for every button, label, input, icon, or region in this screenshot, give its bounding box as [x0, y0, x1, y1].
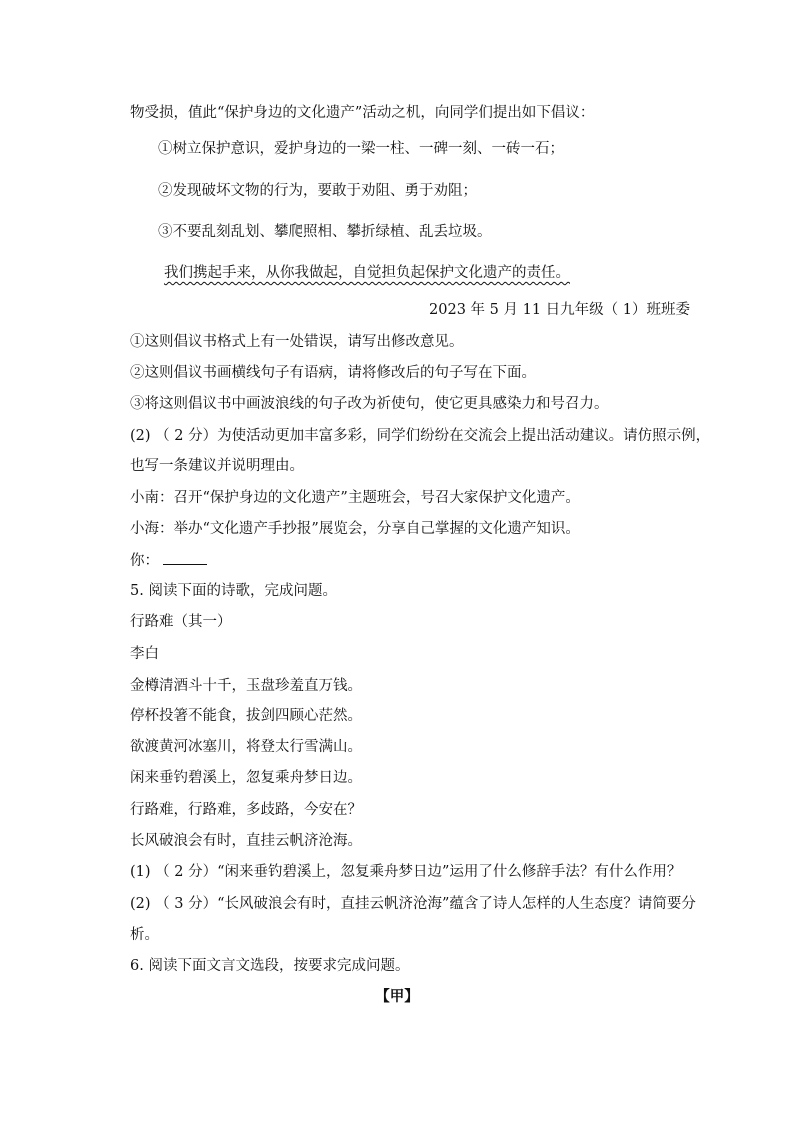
proposal-item-1: ①树立保护意识，爱护身边的一梁一柱、一碑一刻、一砖一石；	[158, 141, 564, 157]
proposal-signature: 2023 年 5 月 11 日九年级（ 1）班班委	[429, 302, 690, 318]
example-xiaonan: 小南：召开“保护身边的文化遗产”主题班会，号召大家保护文化遗产。	[130, 490, 580, 506]
answer-you-line	[130, 550, 207, 571]
section-jia-heading: 【甲】	[375, 988, 419, 1005]
poem-line-3: 欲渡黄河冰塞川，将登太行雪满山。	[130, 739, 362, 755]
question-4-part2-line1: (2) （ 2 分）为使活动更加丰富多彩，同学们纷纷在交流会上提出活动建议。请仿照示例，	[130, 428, 711, 444]
poem-line-4: 闲来垂钓碧溪上，忽复乘舟梦日边。	[130, 770, 362, 786]
example-xiaohai: 小海：举办“文化遗产手抄报”展览会，分享自己掌握的文化遗产知识。	[130, 521, 580, 537]
question-4-1: ①这则倡议书格式上有一处错误，请写出修改意见。	[130, 334, 464, 350]
question-6: 6. 阅读下面文言文选段，按要求完成问题。	[130, 958, 410, 974]
poem-question-2-line2: 析。	[130, 927, 159, 943]
poem-question-2-line1: (2) （ 3 分）“长风破浪会有时，直挂云帆济沧海”蕴含了诗人怎样的人生态度？请简要分	[130, 896, 696, 912]
question-4-3: ③将这则倡议书中画波浪线的句子改为祈使句，使它更具感染力和号召力。	[130, 396, 609, 412]
poem-line-2: 停杯投箸不能食，拔剑四顾心茫然。	[130, 708, 362, 724]
answer-you-label: 你：	[130, 553, 159, 569]
proposal-item-3: ③不要乱刻乱划、攀爬照相、攀折绿植、乱丢垃圾。	[158, 224, 492, 240]
answer-blank[interactable]	[163, 550, 207, 565]
poem-question-1: (1) （ 2 分）“闲来垂钓碧溪上，忽复乘舟梦日边”运用了什么修辞手法？有什么作用？	[130, 864, 682, 880]
poem-title: 行路难（其一）	[130, 614, 232, 630]
poem-line-1: 金樽清酒斗十千，玉盘珍羞直万钱。	[130, 678, 362, 694]
question-4-2: ②这则倡议书画横线句子有语病，请将修改后的句子写在下面。	[130, 365, 536, 381]
proposal-closing: 我们携起手来，从你我做起，自觉担负起保护文化遗产的责任。	[164, 265, 570, 281]
proposal-item-2: ②发现破坏文物的行为，要敢于劝阻、勇于劝阻；	[158, 183, 477, 199]
poem-line-6: 长风破浪会有时，直挂云帆济沧海。	[130, 833, 362, 849]
question-5: 5. 阅读下面的诗歌，完成问题。	[130, 583, 337, 599]
poem-line-5: 行路难，行路难，多歧路，今安在？	[130, 802, 362, 818]
question-4-part2-line2: 也写一条建议并说明理由。	[130, 458, 304, 474]
poem-author: 李白	[130, 646, 159, 662]
proposal-intro: 物受损，值此“保护身边的文化遗产”活动之机，向同学们提出如下倡议：	[130, 105, 595, 121]
